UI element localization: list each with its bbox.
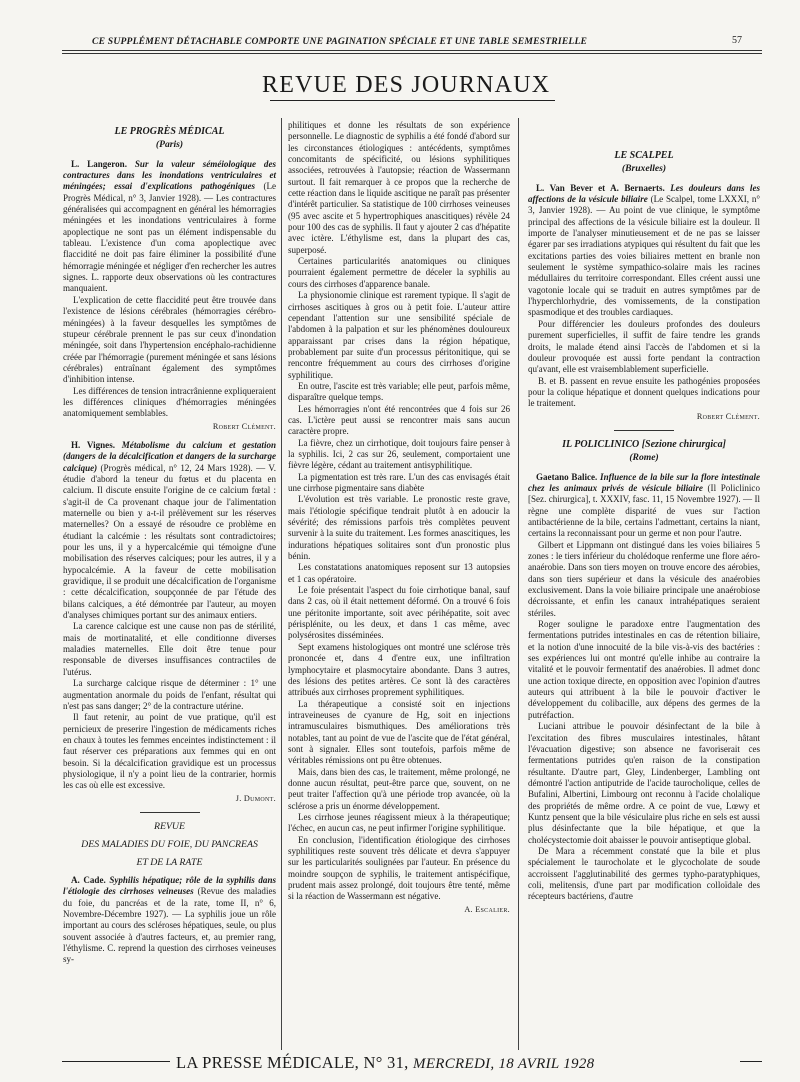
article-author: L. Langeron.	[71, 158, 127, 169]
article-abstract	[63, 159, 276, 295]
article-paragraph: Certaines particularités anatomiques ou cliniques pourraient également permettre de déceler la syphilis au cours des cirrhoses d'apparence banale.	[288, 256, 510, 289]
journal-name: LE SCALPEL	[614, 150, 674, 161]
article-author: L. Van Bever et A. Bernaerts.	[536, 182, 665, 193]
article-paragraph: De Mara a récemment constaté que la bile et plus spécialement le taurocholate et le glycocholate de soude accroissent l'agglutinabilité des germes typho-paratyphiques, coli, melitensis, d'une part par modification colloïdale des récepteurs bactériens, d'autre	[528, 845, 760, 902]
journal-name: LE PROGRÈS MÉDICAL	[114, 126, 225, 137]
title-underline	[270, 100, 555, 101]
article-abstract	[63, 875, 276, 966]
article-paragraph: Les cirrhose jeunes réagissent mieux à la thérapeutique; l'échec, en aucun cas, ne peut infirmer l'origine syphilitique.	[288, 811, 510, 834]
article-title: Les douleurs dans les affections de la vésicule biliaire	[528, 182, 760, 205]
article-paragraph: Les constatations anatomiques reposent sur 13 autopsies et 1 cas opératoire.	[288, 562, 510, 584]
article-paragraph: L'évolution est très variable. Le pronostic reste grave, mais l'étiologie spécifique tendrait plutôt à en adoucir la sévérité; des rémissions parfois très complètes peuvent survenir à la suite du traitement. Les formes anascitiques, les indurations hépatiques solitaires sont d'un pronostic plus bénin.	[288, 494, 510, 562]
journal-name: DES MALADIES DU FOIE, DU PANCREAS	[81, 838, 258, 850]
journal-city: (Bruxelles)	[621, 163, 667, 175]
article-paragraph: En conclusion, l'identification étiologique des cirrhoses syphilitiques reste souvent très délicate et devra s'appuyer sur les particularités soulignées par l'auteur. En présence du moindre soupçon de syphilis, le traitement antispécifique, prudent mais assez prolongé, doit toujours être tenté, même si la réaction de Wassermann est négative.	[288, 834, 510, 902]
column-right	[528, 142, 760, 903]
article-paragraph: La thérapeutique a consisté soit en injections intraveineuses de cyanure de Hg, soit en injections intramusculaires bismuthiques. Des améliorations très notables, tant au point de vue de l'ascite que de l'état général, sont à signaler. Elles sont toutefois, parfois même de véritables rémissions ont pu être obtenues.	[288, 698, 510, 766]
footer-publication: LA PRESSE MÉDICALE, N° 31,	[176, 1053, 409, 1072]
article-signature: A. Escalier.	[464, 904, 510, 914]
article-paragraph: En outre, l'ascite est très variable; elle peut, parfois même, disparaître quelque temps.	[288, 380, 510, 403]
article-abstract	[528, 183, 760, 319]
article-paragraph: Pour différencier les douleurs profondes des douleurs purement superficielles, il suffit de faire tendre les grands droits, le malade étend ainsi l'accès de l'abdomen et si la douleur provoquée est aussi forte pendant la contraction qu'avant, elle est vraisemblablement superficielle.	[528, 318, 760, 375]
top-rule	[62, 50, 762, 51]
article-paragraph: La fièvre, chez un cirrhotique, doit toujours faire penser à la syphilis. Ici, 2 cas sur 26, seulement, comportaient une fièvre légère, cédant au traitement antisyphilitique.	[288, 437, 510, 471]
column-divider	[281, 118, 282, 1050]
article-signature: J. Dumont.	[235, 793, 276, 803]
article-paragraph: L'explication de cette flaccidité peut être trouvée dans l'existence de lésions cérébrales (hémorragies cérébro-méningées) à la faveur desquelles les symptômes de stupeur cérébrale prennent le pas sur ceux d'inondation méningée, soit dans l'hypertension encéphalo-rachidienne créée par l'hémorragie (purement méningée et sans lésions cérébrales) entraînant également des symptômes d'inhibition intense.	[63, 294, 276, 385]
article-paragraph: La pigmentation est très rare. L'un des cas envisagés était une cirrhose pigmentaire sans diabète	[288, 471, 510, 493]
page-title: REVUE DES JOURNAUX	[262, 72, 551, 98]
article-paragraph: La carence calcique est une cause non pas de stérilité, mais de mortinatalité, et elle conditionne diverses maladies maternelles. Elle doit être tenue pour responsable de diverses insuffisances contractiles de l'utérus.	[63, 621, 276, 677]
article-abstract	[63, 440, 276, 622]
article-body: (Progrès médical, n° 12, 24 Mars 1928). — V. étudie d'abord la teneur du fœtus et du placenta en calcium. Il discute ensuite l'origine de ce calcium fœtal : s'agit-il de Ca provenant chaque jour de l'alimentation maternelle ou bien y a-t-il prélèvement sur les réserves maternelles? On a essayé de résoudre ce problème en étudiant la calcémie : les résultats sont contradictoires; pour les uns, il y a hypercalcémie qui témoigne d'une mobilisation des réserves calciques; pour les autres, il y a hypocalcémie. A la faveur de cette mobilisation gravidique, il se produit une décalcification de l'organisme : cette décalcification, soupçonnée de par l'étude des bilans calciques, a été démontrée par l'auteur, au moyen d'analyses chimiques portant sur des animaux entiers.	[63, 462, 276, 621]
article-abstract	[528, 472, 760, 540]
article-paragraph: Roger souligne le paradoxe entre l'augmentation des fermentations putrides intestinales en cas de rétention biliaire, et la notion d'une innocuité de la bile vis-à-vis des bactéries : ses expériences lui ont montré qu'elle inhibe au contraire la vitalité et le pouvoir fermentatif des anaérobies. Il admet donc une action toxique directe, en opposition avec l'opinion d'autres auteurs qui attribuent à la bile le pouvoir d'activer le développement du colibacille, aux dépens des germes de la putréfaction.	[528, 619, 760, 720]
article-title: Syphilis hépatique; rôle de la syphilis dans l'étiologie des cirrhoses veineuses	[63, 874, 276, 897]
footer-rule	[740, 1061, 762, 1062]
journal-name: REVUE	[153, 820, 185, 832]
article-body: (Revue des maladies du foie, du pancréas et de la rate, tome II, n° 6, Novembre-Décembre 1927). — La syphilis joue un rôle important au cours des scléroses hépatiques, seule, ou plus souvent associée à d'autres facteurs, et, au premier rang, l'éthylisme. C. reprend la question des cirrhoses veineuses sy-	[63, 886, 276, 965]
article-paragraph: Gilbert et Lippmann ont distingué dans les voies biliaires 5 zones : le tiers inférieur du cholédoque renferme une flore aéro-anaérobie. Dans son tiers moyen on trouve encore des aérobies, dans son tiers supérieur et dans la vésicule des anaérobies exclusivement. Dans la voie biliaire principale une anaérobiose décroissante, et enfin les canaux intrahépatiques seraient stériles.	[528, 539, 760, 618]
column-divider	[518, 118, 519, 1050]
column-middle	[288, 120, 510, 923]
article-title: Influence de la bile sur la flore intestinale chez les animaux privés de vésicule biliaire	[528, 471, 760, 493]
journal-city: (Rome)	[629, 452, 659, 464]
journal-city: (Paris)	[155, 139, 184, 151]
top-rule-double	[62, 53, 762, 54]
article-title: Sur la valeur séméiologique des contractures dans les inondations ventriculaires et méningées; essai d'explications pathogéniques	[63, 158, 276, 192]
article-paragraph: Les hémorragies n'ont été rencontrées que 4 fois sur 26 cas. L'ictère peut aussi se rencontrer mais sans aucun caractère propre.	[288, 403, 510, 437]
article-author: A. Cade.	[71, 874, 106, 885]
footer-rule	[62, 1061, 170, 1062]
article-title: Métabolisme du calcium et gestation (dangers de la décalcification et dangers de la surcharge calcique)	[63, 439, 277, 473]
article-paragraph: La surcharge calcique risque de déterminer : 1° une augmentation anormale du poids de l'enfant, résultat qui n'est pas sans danger; 2° de la contracture utérine.	[63, 678, 276, 711]
article-signature: Robert Clément.	[212, 421, 276, 431]
section-separator	[140, 812, 200, 813]
footer-issue-date: MERCREDI, 18 AVRIL 1928	[413, 1056, 595, 1072]
journal-name: ET DE LA RATE	[136, 856, 203, 868]
column-left	[63, 118, 276, 966]
section-separator	[614, 430, 674, 431]
article-paragraph: Le foie présentait l'aspect du foie cirrhotique banal, sauf dans 2 cas, où il était nettement déformé. On a trouvé 6 fois une péritonite importante, soit avec périhépatite, soit avec périsplénite, ou les deux, et dans 1 cas même, avec polysérosites disséminées.	[288, 585, 510, 641]
article-body: (Il Policlinico [Sez. chirurgica], t. XXXIV, fasc. 11, 15 Novembre 1927). — Il règne une complète disparité de vues sur l'action antibactérienne de la bile, certains l'admettant, certains la niant, certains la reconnaissant pour un germe et non pour l'autre.	[528, 482, 760, 539]
article-body: (Le Scalpel, tome LXXXI, n° 3, Janvier 1928). — Au point de vue clinique, le symptôme principal des affections de la vésicule biliaire est la douleur. Il importe de l'analyser minutieusement et de ne pas se laisser égarer par ses irradiations atypiques qui résultent du fait que les excitations parties des voies biliaires mettent en branle non seulement le système sympathico-solaire mais les racines médullaires du territoire correspondant. Elles créent aussi une vagotonie locale qui se traduit en autres symptômes par de l'hyperchlorhydrie, des vomissements, de la constipation spasmodique et des troubles cardiaques.	[528, 194, 761, 318]
article-paragraph: La physionomie clinique est rarement typique. Il s'agit de cirrhoses ascitiques à gros ou à petit foie. L'auteur attire cependant l'attention sur une sensibilité spéciale de l'abdomen à la palpation et sur les phénomènes douloureux apparaissant par crises dans la région hépatique, probablement par suite d'un processus péritonitique, qui se rencontre fréquemment au cours des cirrhoses d'origine syphilitique.	[288, 290, 510, 380]
article-author: H. Vignes.	[71, 439, 115, 450]
article-paragraph: B. et B. passent en revue ensuite les pathogénies proposées pour la colique hépatique et donnent quelques indications pour le traitement.	[528, 375, 760, 409]
article-paragraph: philitiques et donne les résultats de son expérience personnelle. Le diagnostic de syphilis a été fondé d'abord sur les circonstances étiologiques : antécédents, symptômes concomitants de spécificité, ou lésions syphilitiques associées, retrouvées à l'autopsie; réaction de Wassermann surtout. Il fait remarquer à ce propos que la recherche de cette réaction dans le liquide ascitique ne paraît pas présenter d'intérêt particulier. Sa statistique de 100 cirrhoses veineuses (95 avec ascite et 5 hypertrophiques anascitiques) révèle 24 pour 100 des cas de syphilis. Il faut y ajouter 2 cas d'hépatite avec ictère. L'éthylisme est, dans la plupart des cas, superposé.	[288, 120, 510, 255]
article-paragraph: Les différences de tension intracrânienne expliqueraient les différences cliniques d'hémorragies méningées anatomiquement semblables.	[63, 385, 276, 419]
article-paragraph: Sept examens histologiques ont montré une sclérose très prononcée et, dans 4 d'entre eux, une infiltration lymphocytaire et plasmocytaire abondante. Dans 3 autres, des lésions des petites artères. Ce sont là des caractères attribués aux cirrhoses proprement syphilitiques.	[288, 641, 510, 698]
journal-name: IL POLICLINICO [Sezione chirurgica]	[562, 438, 726, 450]
article-signature: Robert Clément.	[696, 411, 760, 421]
page-footer	[176, 1053, 736, 1073]
article-paragraph: Il faut retenir, au point de vue pratique, qu'il est pernicieux de preserire l'ingestion de médicaments riches en chaux à toutes les femmes enceintes indistinctement : il faut réserver ces préparations aux femmes qui en ont besoin. Si la décalcification gravidique est un processus physiologique, il n'y a point lieu de la contrarier, hormis les cas où elle est excessive.	[63, 712, 276, 791]
running-head: CE SUPPLÉMENT DÉTACHABLE COMPORTE UNE PAGINATION SPÉCIALE ET UNE TABLE SEMESTRIELLE	[92, 36, 588, 47]
article-author: Gaetano Balice.	[536, 471, 598, 482]
page-number: 57	[732, 35, 742, 46]
article-paragraph: Luciani attribue le pouvoir désinfectant de la bile à l'excitation des fibres musculaires intestinales, hâtant l'évacuation digestive; son absence ne favoriserait ces fermentations putrides qu'en raison de la constipation résultante. D'autre part, Gley, Lindenberger, Lambling ont démontré l'action antiputride de l'acide taurocholique, celles de Bufalini, Albertini, Limbourg ont reconnu à l'acide cholalique des propriétés de même ordre. A ce point de vue, Lœwy et Kuntz pensent que la bile vésiculaire plus riche en sels est aussi plus désinfectante que la bile hépatique, et que la cholécystectomie doit abaisser le pouvoir antiseptique global.	[528, 721, 760, 845]
article-body: (Le Progrès Médical, n° 3, Janvier 1928). — Les contractures généralisées qui accompagnent en général les hémorragies méningées et les inondations ventriculaires à forme apoplectique ne sont pas un élément indispensable du tableau. L'existence d'un coma apoplectique avec flaccidité ne doit pas faire éliminer la possibilité d'une hémorragie méningée et négliger d'en rechercher les autres signes. L. rapporte deux observations où les contractures manquaient.	[63, 181, 276, 294]
article-paragraph: Mais, dans bien des cas, le traitement, même prolongé, ne donne aucun résultat, peut-être parce que, souvent, on ne peut traiter l'affection qu'à une période trop avancée, où la sclérose a pris un énorme développement.	[288, 766, 510, 811]
